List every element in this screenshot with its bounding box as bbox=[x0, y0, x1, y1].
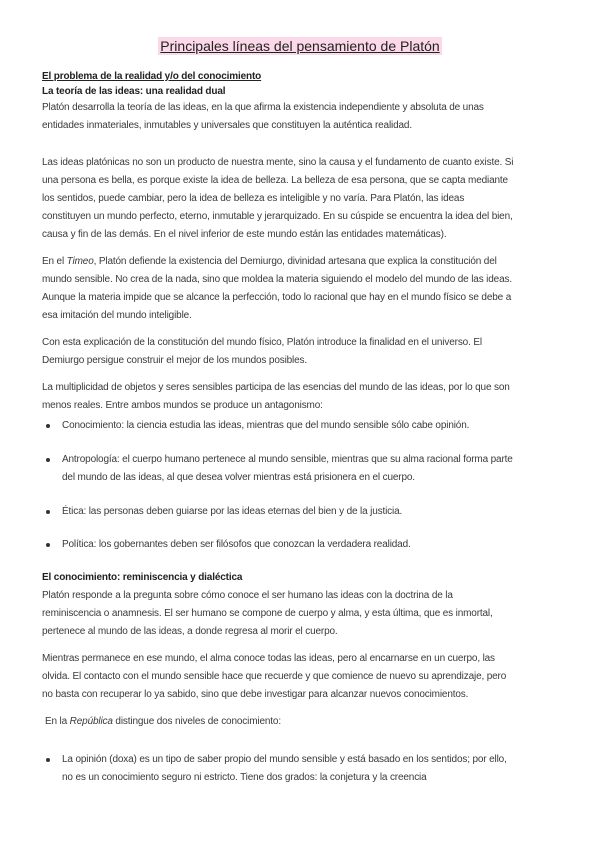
paragraph-line: no es un conocimiento seguro ni estricto. Tiene dos grados: la conjetura y la creencia bbox=[62, 772, 427, 783]
paragraph-line: constituyen un mundo perfecto, eterno, inmutable y jerarquizado. En su cúspide se encuentra la idea del bien, bbox=[42, 211, 513, 222]
paragraph-line: los sentidos, puede cambiar, pero la idea de belleza es inteligible y no varía. Para Platón, las ideas bbox=[42, 193, 465, 204]
paragraph-lines bbox=[42, 271, 562, 325]
bullet-icon bbox=[46, 758, 50, 762]
paragraph-line: La opinión (doxa) es un tipo de saber propio del mundo sensible y está basado en los sentidos; por ello, bbox=[62, 754, 507, 765]
paragraph-line: Las ideas platónicas no son un producto de nuestra mente, sino la causa y el fundamento de cuanto existe. Si bbox=[42, 157, 514, 168]
list-item bbox=[42, 503, 562, 521]
paragraph-line: causa y fin de las demás. En el nivel inferior de este mundo están las entidades matemáticas). bbox=[42, 229, 447, 240]
paragraph-line: olvida. El contacto con el mundo sensible hace que recuerde y que comience de nuevo su aprendizaje, pero bbox=[42, 671, 507, 682]
text: distingue dos niveles de conocimiento: bbox=[112, 716, 281, 727]
paragraph-line: Mientras permanece en ese mundo, el alma conoce todas las ideas, pero al encarnarse en un cuerpo, las bbox=[42, 653, 495, 664]
bullet-icon bbox=[46, 543, 50, 547]
italic-title: República bbox=[69, 716, 113, 727]
list-item-text bbox=[62, 503, 562, 521]
paragraph-line: Aunque la materia impide que se alcance la perfección, todo lo racional que hay en el mundo físico se debe a bbox=[42, 292, 512, 303]
section-heading: El problema de la realidad y/o del conocimiento bbox=[42, 71, 262, 82]
bullet-icon bbox=[46, 510, 50, 514]
paragraph-line: Conocimiento: la ciencia estudia las ideas, mientras que del mundo sensible sólo cabe opinión. bbox=[62, 420, 470, 431]
paragraph-line: Demiurgo persigue construir el mejor de los mundos posibles. bbox=[42, 355, 308, 366]
paragraph-line: Con esta explicación de la constitución del mundo físico, Platón introduce la finalidad en el universo. El bbox=[42, 337, 482, 348]
paragraph bbox=[42, 379, 562, 415]
italic-title: Timeo bbox=[66, 256, 94, 267]
paragraph bbox=[42, 154, 562, 244]
list-item-text bbox=[62, 417, 562, 435]
paragraph bbox=[42, 334, 562, 370]
paragraph-line: Política: los gobernantes deben ser filósofos que conozcan la verdadera realidad. bbox=[62, 539, 411, 550]
text: , Platón defiende la existencia del Demiurgo, divinidad artesana que explica la constitución del bbox=[93, 256, 497, 267]
paragraph bbox=[42, 650, 562, 704]
section-heading: El conocimiento: reminiscencia y dialéctica bbox=[42, 572, 243, 583]
paragraph-line: del mundo de las ideas, al que desea volver mientras está prisionera en el cuerpo. bbox=[62, 472, 415, 483]
bullet-icon bbox=[46, 424, 50, 428]
list-item bbox=[42, 417, 562, 435]
document-title bbox=[0, 36, 600, 56]
paragraph-line: pertenece al mundo de las ideas, a donde regresa al morir el cuerpo. bbox=[42, 626, 338, 637]
paragraph-timeo bbox=[42, 253, 562, 325]
paragraph-line: Antropología: el cuerpo humano pertenece al mundo sensible, mientras que su alma racional forma parte bbox=[62, 454, 513, 465]
paragraph-line: esa imitación del mundo inteligible. bbox=[42, 310, 192, 321]
list-item bbox=[42, 451, 562, 487]
paragraph-line: Ética: las personas deben guiarse por las ideas eternas del bien y de la justicia. bbox=[62, 506, 403, 517]
title-text: Principales líneas del pensamiento de Platón bbox=[160, 38, 440, 54]
bullet-icon bbox=[46, 458, 50, 462]
paragraph bbox=[42, 587, 562, 641]
paragraph-line: una persona es bella, es porque existe la idea de belleza. La belleza de esa persona, que se capta mediante bbox=[42, 175, 508, 186]
paragraph-republica bbox=[45, 713, 565, 731]
paragraph-line: reminiscencia o anamnesis. El ser humano se compone de cuerpo y alma, y esta última, que es inmortal, bbox=[42, 608, 493, 619]
paragraph-line: mundo sensible. No crea de la nada, sino que moldea la materia siguiendo el modelo del mundo de las ideas. bbox=[42, 274, 512, 285]
list-item-text bbox=[62, 751, 562, 787]
list-item bbox=[42, 536, 562, 554]
paragraph-line: entidades inmateriales, inmutables y universales que constituyen la auténtica realidad. bbox=[42, 120, 412, 131]
paragraph-line bbox=[42, 253, 562, 271]
paragraph-line: Platón responde a la pregunta sobre cómo conoce el ser humano las ideas con la doctrina de la bbox=[42, 590, 453, 601]
text: En el bbox=[42, 256, 67, 267]
text: En la bbox=[45, 716, 70, 727]
paragraph-line: no basta con recuperar lo ya sabido, sino que debe investigar para alcanzar nuevos conocimientos. bbox=[42, 689, 469, 700]
list-item bbox=[42, 751, 562, 787]
subheading: La teoría de las ideas: una realidad dual bbox=[42, 86, 226, 97]
list-item-text bbox=[62, 536, 562, 554]
list-item-text bbox=[62, 451, 562, 487]
paragraph-line: Platón desarrolla la teoría de las ideas, en la que afirma la existencia independiente y absoluta de unas bbox=[42, 102, 484, 113]
paragraph bbox=[42, 99, 562, 135]
paragraph-line: La multiplicidad de objetos y seres sensibles participa de las esencias del mundo de las ideas, por lo que son bbox=[42, 382, 510, 393]
section1-headings bbox=[42, 69, 562, 99]
paragraph-line: menos reales. Entre ambos mundos se produce un antagonismo: bbox=[42, 400, 323, 411]
